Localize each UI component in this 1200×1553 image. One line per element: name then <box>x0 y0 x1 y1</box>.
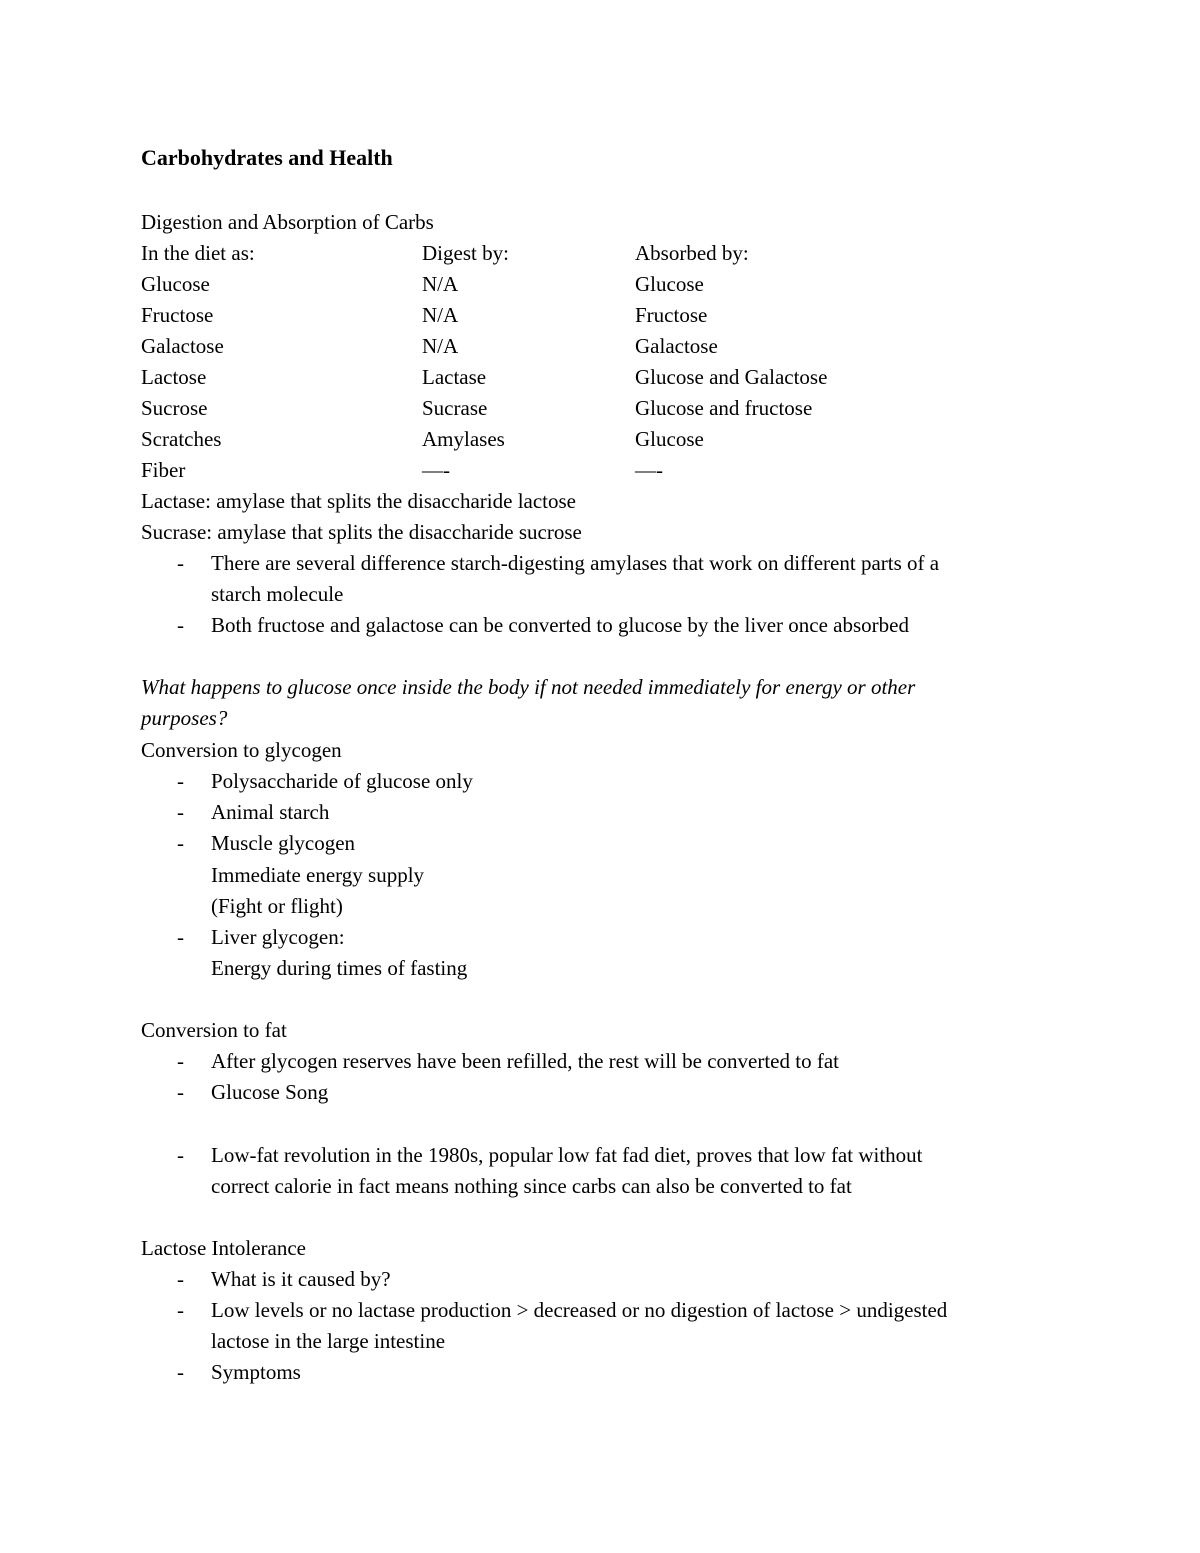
list-item-continuation: (Fight or flight) <box>211 894 343 918</box>
bullet-dash: - <box>177 831 184 855</box>
table-cell: Glucose and Galactose <box>635 365 828 389</box>
bullet-dash: - <box>177 1049 184 1073</box>
list-item: Polysaccharide of glucose only <box>211 769 473 793</box>
page-title: Carbohydrates and Health <box>141 145 393 170</box>
table-cell: Glucose <box>635 272 704 296</box>
bullet-dash: - <box>177 925 184 949</box>
bullet-dash: - <box>177 551 184 575</box>
bullet-dash: - <box>177 613 184 637</box>
table-cell: Sucrose <box>141 396 208 420</box>
table-cell: Amylases <box>422 427 505 451</box>
table-cell: N/A <box>422 334 459 358</box>
list-item-continuation: Energy during times of fasting <box>211 956 468 980</box>
bullet-dash: - <box>177 769 184 793</box>
bullet-dash: - <box>177 1080 184 1104</box>
table-cell: Lactase <box>422 365 487 389</box>
bullet-dash: - <box>177 1360 184 1384</box>
table-header: Absorbed by: <box>635 241 749 265</box>
list-item-continuation: starch molecule <box>211 582 344 606</box>
section-heading-fat: Conversion to fat <box>141 1018 287 1042</box>
table-cell: Sucrase <box>422 396 488 420</box>
table-cell: Fructose <box>635 303 708 327</box>
bullet-dash: - <box>177 1298 184 1322</box>
bullet-dash: - <box>177 1143 184 1167</box>
table-cell: N/A <box>422 303 459 327</box>
list-item-continuation: lactose in the large intestine <box>211 1329 446 1353</box>
table-cell: N/A <box>422 272 459 296</box>
table-cell: Galactose <box>635 334 718 358</box>
list-item: There are several difference starch-digesting amylases that work on different parts of a <box>211 551 940 575</box>
table-cell: Glucose and fructose <box>635 396 813 420</box>
section-heading-lactose: Lactose Intolerance <box>141 1236 306 1260</box>
list-item: Low levels or no lactase production > decreased or no digestion of lactose > undigested <box>211 1298 948 1322</box>
section-heading-glycogen: Conversion to glycogen <box>141 738 342 762</box>
list-item: Symptoms <box>211 1360 301 1384</box>
table-cell: Lactose <box>141 365 207 389</box>
list-item: Both fructose and galactose can be converted to glucose by the liver once absorbed <box>211 613 909 637</box>
note-lactase: Lactase: amylase that splits the disaccharide lactose <box>141 489 576 513</box>
list-item: Animal starch <box>211 800 330 824</box>
table-cell: Glucose <box>635 427 704 451</box>
list-item: Muscle glycogen <box>211 831 356 855</box>
table-cell: —- <box>635 458 663 482</box>
table-header: In the diet as: <box>141 241 255 265</box>
bullet-dash: - <box>177 1267 184 1291</box>
list-item: Glucose Song <box>211 1080 329 1104</box>
question-text: purposes? <box>141 706 228 730</box>
table-cell: —- <box>422 458 450 482</box>
list-item: After glycogen reserves have been refilled, the rest will be converted to fat <box>211 1049 839 1073</box>
table-cell: Fiber <box>141 458 186 482</box>
table-cell: Scratches <box>141 427 222 451</box>
question-text: What happens to glucose once inside the body if not needed immediately for energy or other <box>141 675 916 699</box>
section-heading-digestion: Digestion and Absorption of Carbs <box>141 210 434 234</box>
table-cell: Fructose <box>141 303 214 327</box>
table-cell: Galactose <box>141 334 224 358</box>
list-item: Low-fat revolution in the 1980s, popular low fat fad diet, proves that low fat without <box>211 1143 923 1167</box>
table-cell: Glucose <box>141 272 210 296</box>
list-item-continuation: correct calorie in fact means nothing since carbs can also be converted to fat <box>211 1174 852 1198</box>
table-header: Digest by: <box>422 241 509 265</box>
list-item: What is it caused by? <box>211 1267 391 1291</box>
note-sucrase: Sucrase: amylase that splits the disaccharide sucrose <box>141 520 582 544</box>
list-item: Liver glycogen: <box>211 925 345 949</box>
list-item-continuation: Immediate energy supply <box>211 863 425 887</box>
bullet-dash: - <box>177 800 184 824</box>
